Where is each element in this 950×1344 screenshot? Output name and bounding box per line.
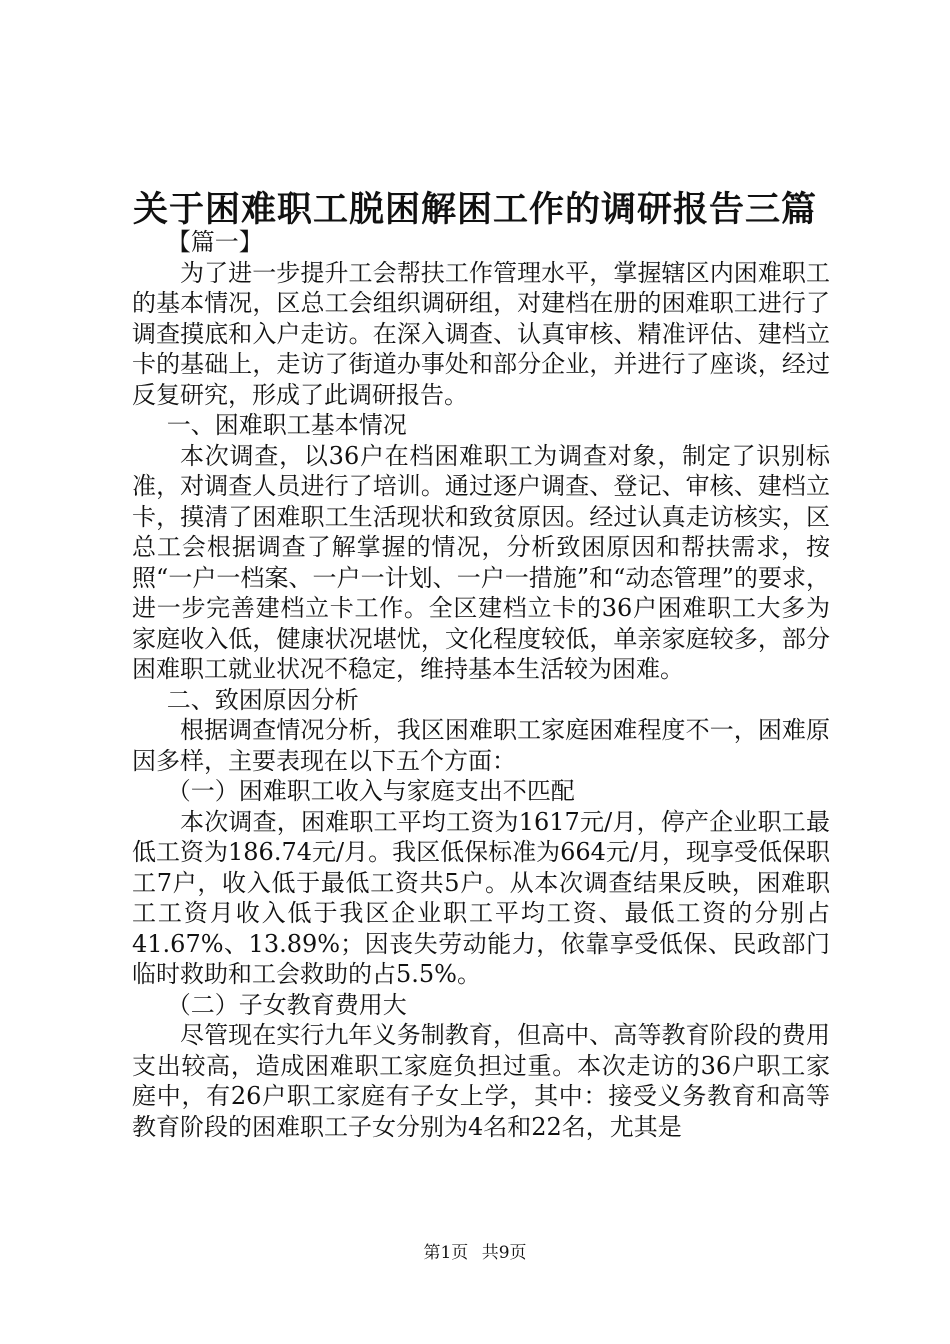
section-heading: 二、致困原因分析 [166,685,359,714]
page-number: 第1页 [423,1243,469,1263]
document-title: 关于困难职工脱困解困工作的调研报告三篇 [132,189,817,230]
paragraph: 本次调查，困难职工平均工资为1617元/月，停产企业职工最低工资为186.74元/月。我区低保标准为664元/月，现享受低保职工7户，收入低于最低工资共5户。从本次调查结果反映，困难职工工资月收入低于我区企业职工平均工资、最低工资的分别占41.67%、13.89%；因丧失劳动能力，依靠享受低保、民政部门临时救助和工会救助的占5.5%。 [132,807,830,988]
subsection-heading: （一）困难职工收入与家庭支出不匹配 [166,777,575,805]
page-count: 共9页 [481,1243,527,1263]
document-body [132,227,830,1142]
paragraph: 本次调查，以36户在档困难职工为调查对象，制定了识别标准，对调查人员进行了培训。通过逐户调查、登记、审核、建档立卡，摸清了困难职工生活现状和致贫原因。经过认真走访核实，区总工会根据调查了解掌握的情况，分析致困原因和帮扶需求，按照“一户一档案、一户一计划、一户一措施”和“动态管理”的要求，进一步完善建档立卡工作。全区建档立卡的36户困难职工大多为家庭收入低，健康状况堪忧，文化程度较低，单亲家庭较多，部分困难职工就业状况不稳定，维持基本生活较为困难。 [132,441,830,683]
paragraph: 为了进一步提升工会帮扶工作管理水平，掌握辖区内困难职工的基本情况，区总工会组织调研组，对建档在册的困难职工进行了调查摸底和入户走访。在深入调查、认真审核、精准评估、建档立卡的基础上，走访了街道办事处和部分企业，并进行了座谈，经过反复研究，形成了此调研报告。 [132,258,830,409]
subsection-heading: （二）子女教育费用大 [166,990,407,1019]
section-heading: 一、困难职工基本情况 [166,411,407,439]
paragraph: 根据调查情况分析，我区困难职工家庭困难程度不一，困难原因多样，主要表现在以下五个方面： [132,716,830,775]
page-footer [0,1242,950,1264]
section-label: 【篇一】 [166,228,263,256]
paragraph: 尽管现在实行九年义务制教育，但高中、高等教育阶段的费用支出较高，造成困难职工家庭负担过重。本次走访的36户职工家庭中，有26户职工家庭有子女上学，其中：接受义务教育和高等教育阶段的困难职工子女分别为4名和22名，尤其是 [132,1021,830,1141]
